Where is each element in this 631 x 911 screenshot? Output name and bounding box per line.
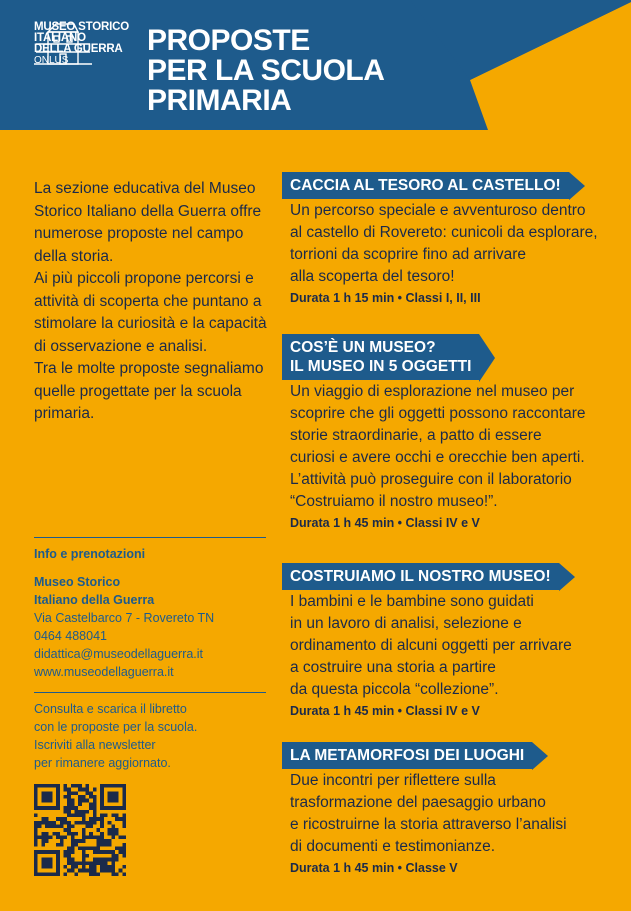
body-line: al castello di Rovereto: cunicoli da esplorare, [290, 224, 598, 241]
website-link[interactable]: www.museodellaguerra.it [34, 665, 174, 679]
body-line: scoprire che gli oggetti possono raccontare [290, 405, 586, 422]
museum-name: Italiano della Guerra [34, 593, 155, 607]
note-line: con le proposte per la scuola. [34, 720, 198, 734]
body-line: di documenti e testimonianze. [290, 838, 496, 855]
divider [34, 537, 266, 538]
section-title [282, 742, 532, 769]
museum-logo[interactable] [34, 22, 134, 66]
body-line: I bambini e le bambine sono guidati [290, 593, 534, 610]
body-line: in un lavoro di analisi, selezione e [290, 615, 522, 632]
info-heading: Info e prenotazioni [34, 547, 146, 561]
body-line: a costruire una storia a partire [290, 659, 496, 676]
logo-line: ITALIANO [34, 32, 86, 44]
body-line: da questa piccola “collezione”. [290, 681, 499, 698]
section-duration: Durata 1 h 45 min • Classe V [290, 861, 458, 875]
section-body [290, 591, 622, 701]
body-line: trasformazione del paesaggio urbano [290, 794, 546, 811]
section-duration: Durata 1 h 45 min • Classi IV e V [290, 704, 480, 718]
body-line: torrioni da scoprire fino ad arrivare [290, 246, 527, 263]
museum-name: Museo Storico [34, 575, 121, 589]
body-line: Un viaggio di esplorazione nel museo per [290, 383, 575, 400]
divider [34, 692, 266, 693]
section-caccia [282, 172, 622, 305]
body-line: storie straordinarie, a patto di essere [290, 427, 542, 444]
logo-line: MUSEO STORICO [34, 21, 129, 33]
section-title-line: COSTRUIAMO IL NOSTRO MUSEO! [290, 568, 551, 585]
intro-paragraph: La sezione educativa del Museo Storico Italiano della Guerra offre numerose proposte nel campo della storia. [34, 180, 262, 265]
section-body [290, 770, 622, 858]
section-duration: Durata 1 h 15 min • Classi I, II, III [290, 291, 481, 305]
header [0, 0, 631, 130]
section-title [282, 172, 569, 199]
intro-paragraph: Tra le molte proposte segnaliamo quelle progettate per la scuola primaria. [34, 360, 264, 422]
body-line: Un percorso speciale e avventuroso dentro [290, 202, 586, 219]
address: Via Castelbarco 7 - Rovereto TN [34, 611, 215, 625]
section-duration: Durata 1 h 45 min • Classi IV e V [290, 516, 480, 530]
body-line: L’attività può proseguire con il laboratorio [290, 471, 572, 488]
title-line: PER LA SCUOLA [147, 54, 385, 87]
body-line: alla scoperta del tesoro! [290, 268, 455, 285]
section-title-line: COS’È UN MUSEO? [290, 339, 436, 356]
section-body [290, 200, 622, 288]
title-line: PRIMARIA [147, 84, 292, 117]
title-line: PROPOSTE [147, 24, 310, 57]
intro-paragraph: Ai più piccoli propone percorsi e attività di scoperta che puntano a stimolare la curiosità e la capacità di osservazione e analisi. [34, 270, 267, 355]
section-title-line: CACCIA AL TESORO AL CASTELLO! [290, 177, 561, 194]
qr-code[interactable] [34, 784, 126, 876]
info-block [34, 545, 266, 681]
body-line: curiosi e avere occhi e orecchie ben aperti. [290, 449, 585, 466]
page-title [147, 26, 384, 116]
castle-tower-icon [34, 22, 94, 66]
section-museo [282, 334, 622, 530]
section-title-line: LA METAMORFOSI DEI LUOGHI [290, 747, 525, 764]
phone-link[interactable]: 0464 488041 [34, 629, 107, 643]
section-body [290, 381, 622, 513]
section-title [282, 563, 559, 590]
note-line: Consulta e scarica il libretto [34, 702, 187, 716]
body-line: Due incontri per riflettere sulla [290, 772, 496, 789]
email-link[interactable]: didattica@museodellaguerra.it [34, 647, 204, 661]
section-title-line: IL MUSEO IN 5 OGGETTI [290, 358, 472, 375]
logo-onlus: ONLUS [34, 55, 69, 66]
body-line: ordinamento di alcuni oggetti per arrivare [290, 637, 572, 654]
body-line: “Costruiamo il nostro museo!”. [290, 493, 498, 510]
newsletter-note [34, 700, 266, 772]
body-line: e ricostruirne la storia attraverso l’analisi [290, 816, 567, 833]
note-line: per rimanere aggiornato. [34, 756, 171, 770]
note-line: Iscriviti alla newsletter [34, 738, 156, 752]
section-metamorfosi [282, 742, 622, 875]
section-costruiamo [282, 563, 622, 718]
section-title [282, 334, 479, 380]
logo-line: DELLA GUERRA [34, 43, 123, 55]
intro-text [34, 178, 270, 426]
